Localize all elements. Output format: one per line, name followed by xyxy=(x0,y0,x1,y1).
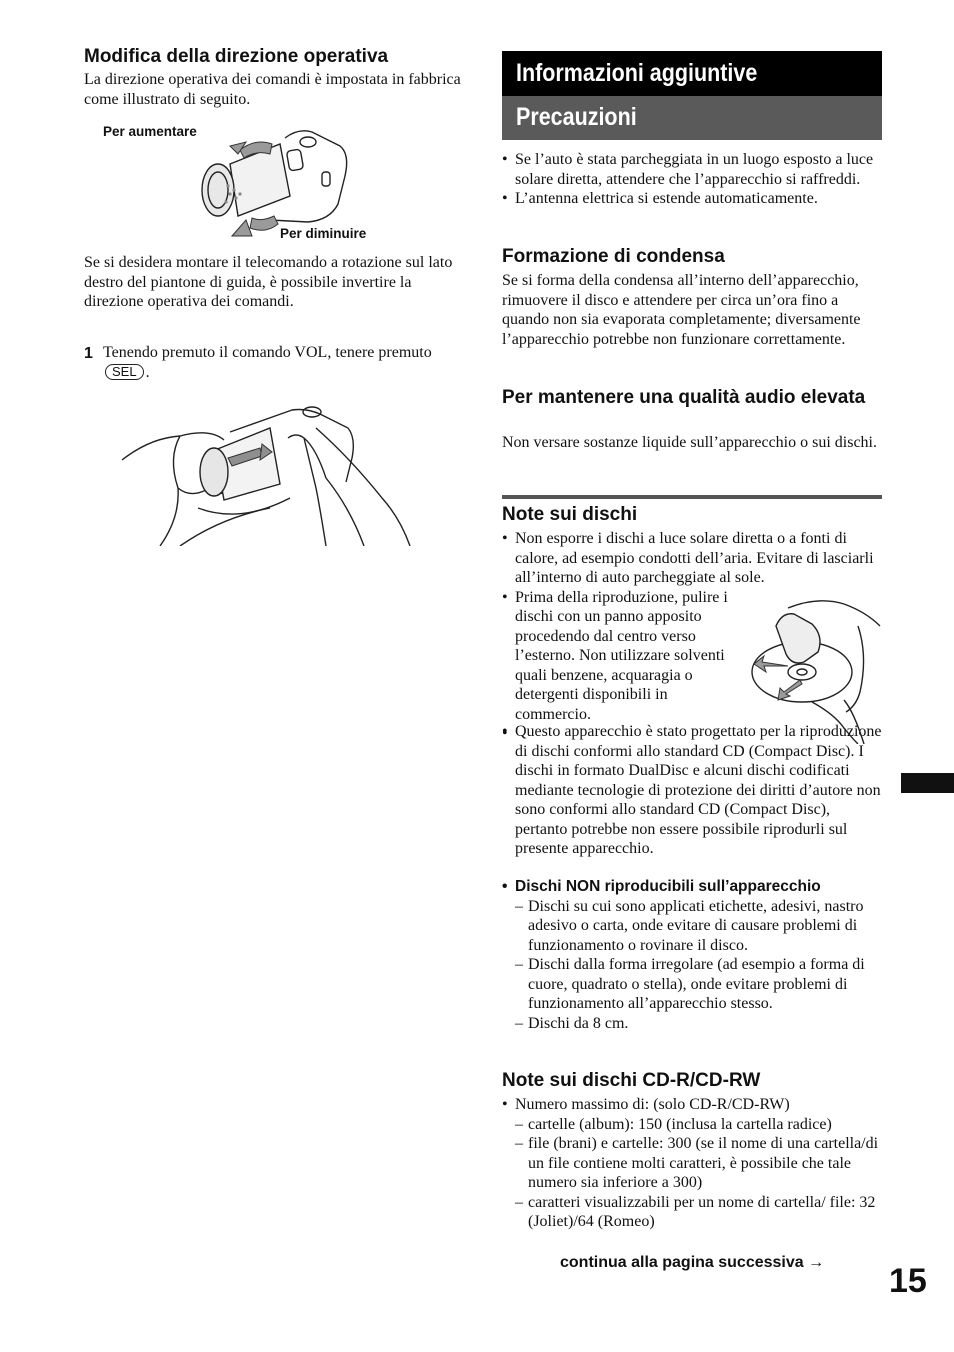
non-riproducibili-item: – Dischi su cui sono applicati etichette, adesivi, nastro adesivo o carta, onde evitare di causare problemi di funzionamento o rovinare il disco. xyxy=(502,897,882,956)
banner-informazioni-aggiuntive xyxy=(502,51,882,96)
section-heading-direzione: Modifica della direzione operativa xyxy=(84,46,389,67)
label-per-diminuire: Per diminuire xyxy=(280,226,367,241)
heading-condensa: Formazione di condensa xyxy=(502,246,725,267)
section-rule xyxy=(502,495,882,499)
paragraph-montaggio: Se si desidera montare il telecomando a rotazione sul lato destro del piantone di guida, è possibile invertire la direzione operativa dei comandi. xyxy=(84,254,453,310)
precaution-item: • Se l’auto è stata parcheggiata in un luogo esposto a luce solare diretta, attendere che l’apparecchio si raffreddi. xyxy=(502,150,882,189)
rotary-commander-illustration xyxy=(190,124,360,240)
dischi-non-riproducibili xyxy=(502,877,882,1033)
non-riproducibili-item: – Dischi dalla forma irregolare (ad esempio a forma di cuore, quadrato o stella), onde evitare problemi di funzionamento all’apparecchio stesso. xyxy=(502,955,882,1014)
step-text: Tenendo premuto il comando VOL, tenere premuto xyxy=(103,344,432,361)
non-riproducibili-item: – Dischi da 8 cm. xyxy=(502,1014,882,1034)
continua-link[interactable]: continua alla pagina successiva → xyxy=(560,1254,825,1271)
cdr-subitem: – file (brani) e cartelle: 300 (se il nome di una cartella/di un file contiene molti caratteri, è possibile che tale numero sia inferiore a 300) xyxy=(502,1134,882,1193)
precautions-list xyxy=(502,150,882,209)
intro-text: La direzione operativa dei comandi è impostata in fabbrica come illustrato di seguito. xyxy=(84,71,461,108)
label-per-aumentare: Per aumentare xyxy=(103,124,197,139)
dischi-item: • Non esporre i dischi a luce solare diretta o a fonti di calore, ad esempio condotti dell’aria. Evitare di lasciarli all’interno di auto parcheggiate al sole. xyxy=(502,529,882,588)
dischi-item: • Prima della riproduzione, pulire i dischi con un panno apposito procedendo dal centro verso l’esterno. Non utilizzare solventi quali benzene, acquaragia o detergenti disponibili in commercio. xyxy=(502,588,745,725)
heading-qualita-audio: Per mantenere una qualità audio elevata xyxy=(502,387,866,408)
heading-cdr-cdrw: Note sui dischi CD-R/CD-RW xyxy=(502,1070,761,1091)
heading-note-sui-dischi: Note sui dischi xyxy=(502,504,638,525)
sel-key-symbol: SEL xyxy=(105,364,144,380)
disc-cleaning-illustration xyxy=(748,596,882,744)
precaution-item: • L’antenna elettrica si estende automaticamente. xyxy=(502,189,882,209)
cdr-subitem: – caratteri visualizzabili per un nome di cartella/ file: 32 (Joliet)/64 (Romeo) xyxy=(502,1193,882,1232)
step-number: 1 xyxy=(84,345,93,362)
audio-text: Non versare sostanze liquide sull’apparecchio o sui dischi. xyxy=(502,434,877,451)
dischi-cd-text: • Questo apparecchio è stato progettato per la riproduzione di dischi conformi allo standard CD (Compact Disc). I dischi in formato DualDisc e alcuni dischi codificati mediante tecnologie di protezione dei diritti d’autore non sono conformi allo standard CD (Compact Disc), pertanto potrebbe non essere possibile riprodurli sul presente apparecchio. xyxy=(515,723,882,857)
cdr-item: • Numero massimo di: (solo CD-R/CD-RW) xyxy=(502,1095,882,1115)
cdr-subitem: – cartelle (album): 150 (inclusa la cartella radice) xyxy=(502,1115,882,1135)
page-number: 15 xyxy=(889,1262,927,1300)
banner-title: Informazioni aggiuntive xyxy=(516,59,758,87)
hands-operating-commander-illustration xyxy=(120,398,412,546)
cdr-list xyxy=(502,1095,882,1232)
condensa-text: Se si forma della condensa all’interno dell’apparecchio, rimuovere il disco e attendere per circa un’ora fino a quando non sia evaporata completamente; diversamente l’apparecchio potrebbe non funzionare correttamente. xyxy=(502,272,861,348)
banner-precauzioni xyxy=(502,96,882,140)
banner-subtitle: Precauzioni xyxy=(516,103,637,131)
section-tab-marker xyxy=(901,773,954,793)
step-1 xyxy=(84,343,460,382)
step-text-end: . xyxy=(145,363,150,381)
non-riproducibili-heading: • Dischi NON riproducibili sull’apparecchio xyxy=(502,877,882,897)
